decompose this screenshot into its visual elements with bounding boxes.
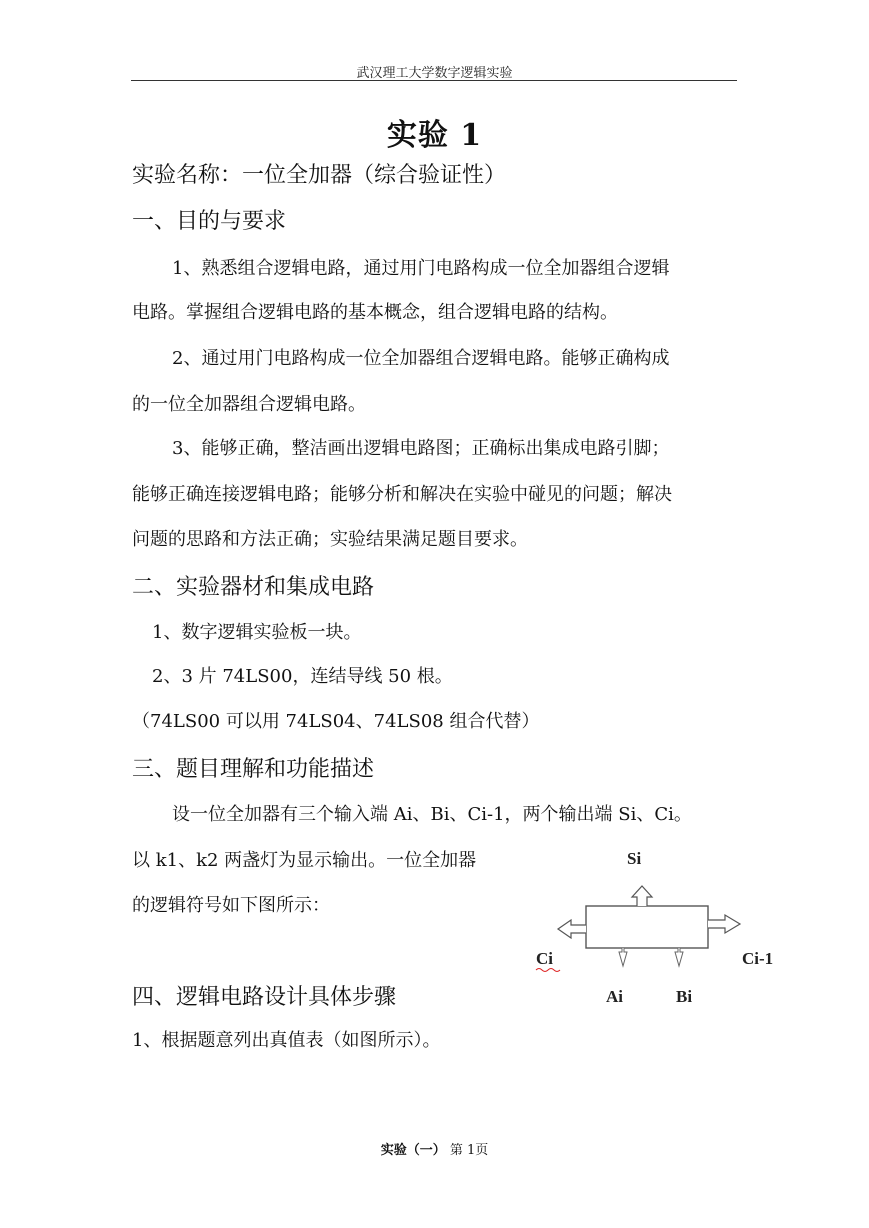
s1-line-3: 2、通过用门电路构成一位全加器组合逻辑电路。能够正确构成 bbox=[172, 348, 670, 369]
bi-input-arrow bbox=[675, 948, 683, 966]
label-ai: Ai bbox=[606, 987, 623, 1006]
section-heading-2: 二、实验器材和集成电路 bbox=[132, 575, 375, 600]
s1-line-5: 3、能够正确，整洁画出逻辑电路图；正确标出集成电路引脚； bbox=[172, 438, 670, 459]
header-rule bbox=[131, 80, 737, 81]
section-heading-4: 四、逻辑电路设计具体步骤 bbox=[132, 985, 397, 1010]
label-bi: Bi bbox=[676, 987, 693, 1006]
label-ci: Ci bbox=[536, 949, 553, 968]
full-adder-logic-symbol bbox=[520, 840, 810, 1015]
running-header: 武汉理工大学数字逻辑实验 bbox=[356, 66, 513, 81]
s3-line-3: 的逻辑符号如下图所示： bbox=[132, 895, 330, 916]
s3-line-2: 以 k1、k2 两盏灯为显示输出。一位全加器 bbox=[132, 850, 477, 871]
s1-line-7: 问题的思路和方法正确；实验结果满足题目要求。 bbox=[132, 529, 528, 550]
si-output-arrow bbox=[632, 886, 652, 906]
ai-input-arrow bbox=[619, 948, 627, 966]
ci1-input-arrow bbox=[708, 915, 740, 933]
label-ci1: Ci-1 bbox=[742, 949, 774, 968]
footer-chapter: 实验（一） bbox=[380, 1143, 446, 1158]
s1-line-6: 能够正确连接逻辑电路；能够分析和解决在实验中碰见的问题；解决 bbox=[132, 484, 672, 505]
s1-line-4: 的一位全加器组合逻辑电路。 bbox=[132, 394, 366, 415]
section-heading-1: 一、目的与要求 bbox=[132, 209, 287, 234]
section-heading-3: 三、题目理解和功能描述 bbox=[132, 757, 375, 782]
page-title: 实验 1 bbox=[386, 118, 483, 153]
s1-line-2: 电路。掌握组合逻辑电路的基本概念，组合逻辑电路的结构。 bbox=[132, 302, 618, 323]
spellcheck-underline bbox=[536, 969, 560, 972]
ci-output-arrow bbox=[558, 920, 586, 938]
footer-page-number: 第 1页 bbox=[449, 1143, 489, 1158]
experiment-name: 实验名称：一位全加器（综合验证性） bbox=[132, 163, 507, 188]
page-footer bbox=[0, 1139, 869, 1158]
s2-line-2: 2、3 片 74LS00，连结导线 50 根。 bbox=[152, 666, 453, 687]
adder-box bbox=[586, 906, 708, 948]
label-si: Si bbox=[627, 849, 642, 868]
s2-line-3: （74LS00 可以用 74LS04、74LS08 组合代替） bbox=[132, 711, 540, 732]
s3-line-1: 设一位全加器有三个输入端 Ai、Bi、Ci-1，两个输出端 Si、Ci。 bbox=[172, 804, 692, 825]
s4-line-1: 1、根据题意列出真值表（如图所示）。 bbox=[132, 1030, 441, 1051]
s2-line-1: 1、数字逻辑实验板一块。 bbox=[152, 622, 362, 643]
s1-line-1: 1、熟悉组合逻辑电路，通过用门电路构成一位全加器组合逻辑 bbox=[172, 258, 670, 279]
